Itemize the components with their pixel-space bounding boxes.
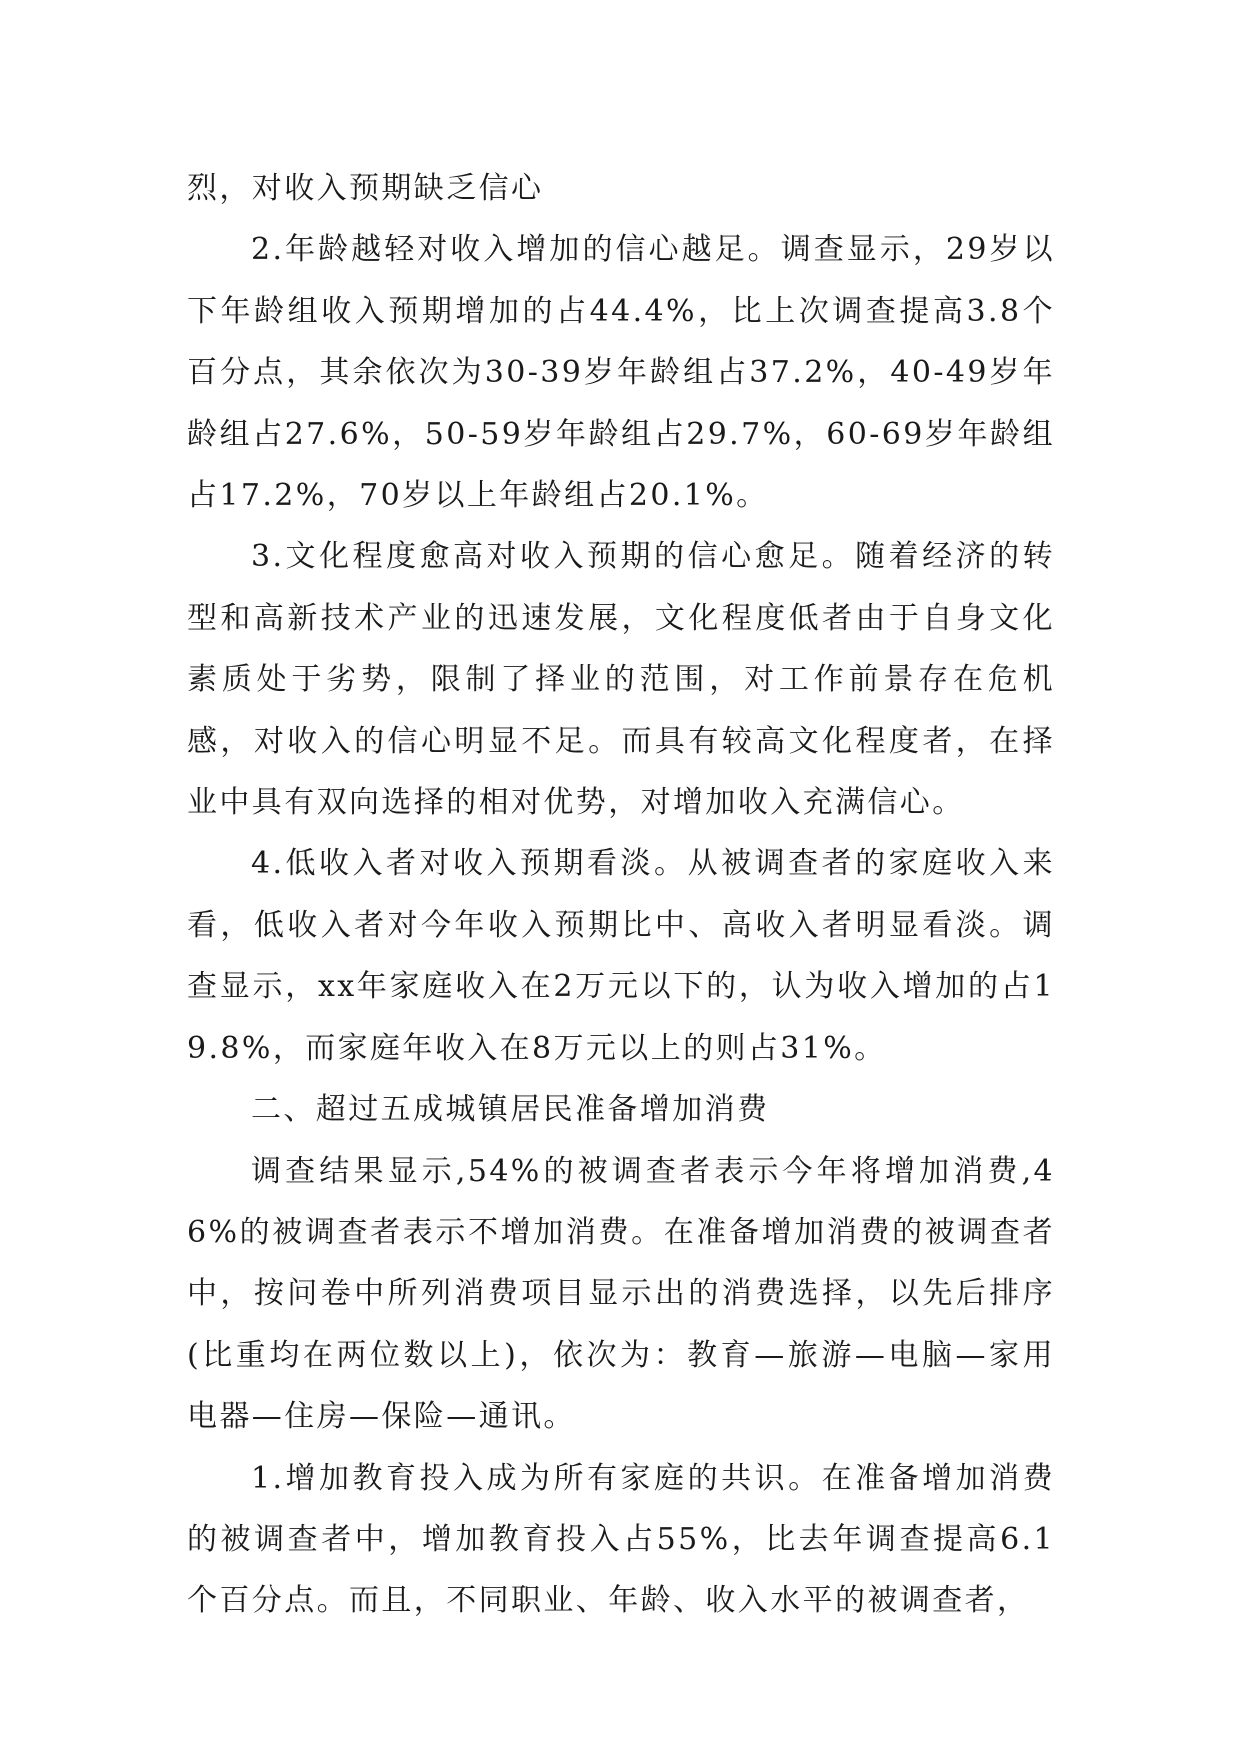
paragraph-low-income: 4.低收入者对收入预期看淡。从被调查者的家庭收入来看，低收入者对今年收入预期比中、高收入者明显看淡。调查显示，xx年家庭收入在2万元以下的，认为收入增加的占19.8%，而家庭年收入在8万元以上的则占31%。 (187, 846, 1055, 1066)
paragraph-age-confidence: 2.年龄越轻对收入增加的信心越足。调查显示，29岁以下年龄组收入预期增加的占44.4%，比上次调查提高3.8个百分点，其余依次为30-39岁年龄组占37.2%，40-49岁年龄组占27.6%，50-59岁年龄组占29.7%，60-69岁年龄组占17.2%，70岁以上年龄组占20.1%。 (187, 232, 1055, 514)
paragraph-education-confidence: 3.文化程度愈高对收入预期的信心愈足。随着经济的转型和高新技术产业的迅速发展，文化程度低者由于自身文化素质处于劣势，限制了择业的范围，对工作前景存在危机感，对收入的信心明显不足。而具有较高文化程度者，在择业中具有双向选择的相对优势，对增加收入充满信心。 (187, 539, 1055, 821)
paragraph-education-investment: 1.增加教育投入成为所有家庭的共识。在准备增加消费的被调查者中，增加教育投入占55%，比去年调查提高6.1个百分点。而且，不同职业、年龄、收入水平的被调查者， (187, 1460, 1055, 1619)
section-heading: 二、超过五成城镇居民准备增加消费 (251, 1092, 770, 1128)
paragraph-consumption-survey: 调查结果显示,54%的被调查者表示今年将增加消费,46%的被调查者表示不增加消费。在准备增加消费的被调查者中，按问卷中所列消费项目显示出的消费选择，以先后排序(比重均在两位数以上)，依次为：教育—旅游—电脑—家用电器—住房—保险—通讯。 (187, 1153, 1055, 1435)
paragraph-continuation: 烈，对收入预期缺乏信心 (187, 171, 544, 206)
body-text (187, 158, 1055, 1632)
